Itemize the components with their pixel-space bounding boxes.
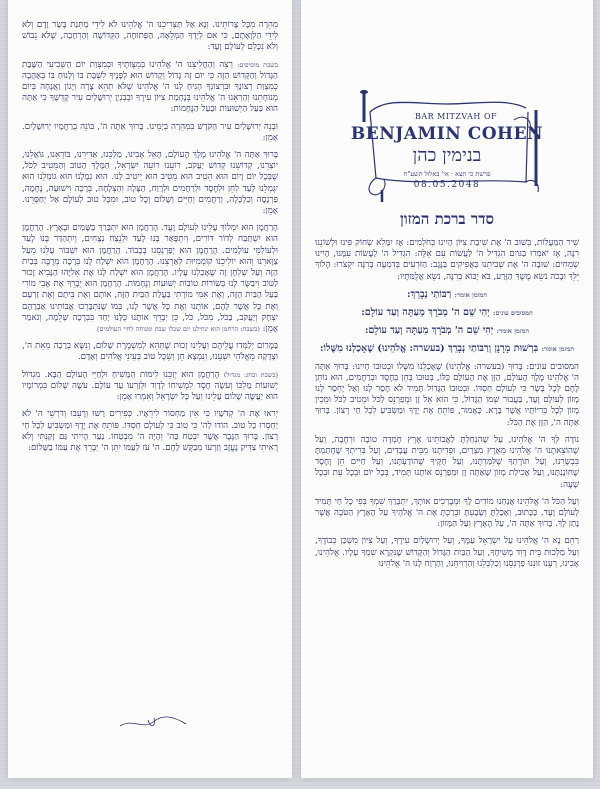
zimun-line bbox=[315, 289, 579, 301]
zimun-text: יְהִי שֵׁם ה' מְבֹרָךְ מֵעַתָּה וְעַד עוֹלָם: bbox=[361, 307, 490, 319]
note: (בשבת ובחג: מגדול) bbox=[223, 370, 279, 379]
paragraph-text: הָרַחֲמָן הוּא יִמְלוֹךְ עָלֵינוּ לְעוֹלָם וָעֶד. הָרַחֲמָן הוּא יִתְבָּרַךְ בַּשָּׁמַיִם וּבָאָרֶץ. הָרַחֲמָן הוּא יִשְׁתַּבַּח לְדוֹר דּוֹרִים, וְיִתְפָּאַר בָּנוּ לָעַד וּלְנֵצַח נְצָחִים, וְיִתְהַדַּר בָּנוּ לָעַד וּלְעוֹלְמֵי עוֹלָמִים. הָרַחֲמָן הוּא יְפַרְנְסֵנוּ בְּכָבוֹד. הָרַחֲמָן הוּא יִשְׁבּוֹר עֻלֵּנוּ מֵעַל צַוָּארֵנוּ וְהוּא יוֹלִיכֵנוּ קוֹמְמִיּוּת לְאַרְצֵנוּ. הָרַחֲמָן הוּא יִשְׁלַח לָנוּ בְּרָכָה מְרֻבָּה בְּבַיִת הַזֶּה וְעַל שֻׁלְחָן זֶה שֶׁאָכַלְנוּ עָלָיו. הָרַחֲמָן הוּא יִשְׁלַח לָנוּ אֶת אֵלִיָּהוּ הַנָּבִיא זָכוּר לַטּוֹב וִיבַשֶּׂר לָנוּ בְּשׂוֹרוֹת טוֹבוֹת יְשׁוּעוֹת וְנֶחָמוֹת. הָרַחֲמָן הוּא יְבָרֵךְ אֶת אָבִי מוֹרִי בַּעַל הַבַּיִת הַזֶּה, וְאֶת אִמִּי מוֹרָתִי בַּעֲלַת הַבַּיִת הַזֶּה, אוֹתָם וְאֶת בֵּיתָם וְאֶת זַרְעָם וְאֶת כָּל אֲשֶׁר לָהֶם, אוֹתָנוּ וְאֶת כָּל אֲשֶׁר לָנוּ, כְּמוֹ שֶׁנִּתְבָּרְכוּ אֲבוֹתֵינוּ אַבְרָהָם יִצְחָק וְיַעֲקֹב, בַּכֹּל, מִכֹּל, כֹּל, כֵּן יְבָרֵךְ אוֹתָנוּ כֻּלָּנוּ יַחַד בִּבְרָכָה שְׁלֵמָה, וְנֹאמַר אָמֵן: bbox=[22, 223, 278, 335]
paragraph: וְעַל הַכֹּל ה' אֱלֹהֵינוּ אֲנַחְנוּ מוֹדִים לָךְ וּמְבָרְכִים אוֹתָךְ, יִתְבָּרַךְ שִׁמְךָ בְּפִי כָל חַי תָּמִיד לְעוֹלָם וָעֶד. כַּכָּתוּב, וְאָכַלְתָּ וְשָׂבָעְתָּ וּבֵרַכְתָּ אֶת ה' אֱלֹהֶיךָ עַל הָאָרֶץ הַטֹּבָה אֲשֶׁר נָתַן לָךְ. בָּרוּךְ אַתָּה ה', עַל הָאָרֶץ וְעַל הַמָּזוֹן: bbox=[315, 496, 579, 530]
zimun-label: המזמן אומר: bbox=[541, 345, 574, 354]
subtitle: BAR MITZVAH OF bbox=[414, 112, 498, 121]
paragraph bbox=[22, 370, 278, 404]
paragraph: שִׁיר הַמַּעֲלוֹת, בְּשׁוּב ה' אֶת שִׁיבַת צִיּוֹן הָיִינוּ כְּחֹלְמִים: אָז יִמָּלֵא שְׂחוֹק פִּינוּ וּלְשׁוֹנֵנוּ רִנָּה, אָז יֹאמְרוּ בַגּוֹיִם הִגְדִּיל ה' לַעֲשׂוֹת עִם אֵלֶּה: הִגְדִּיל ה' לַעֲשׂוֹת עִמָּנוּ, הָיִינוּ שְׂמֵחִים: שׁוּבָה ה' אֶת שְׁבִיתֵנוּ כַּאֲפִיקִים בַּנֶּגֶב: הַזֹּרְעִים בְּדִמְעָה בְּרִנָּה יִקְצֹרוּ: הָלוֹךְ יֵלֵךְ וּבָכֹה נֹשֵׂא מֶשֶׁךְ הַזָּרַע, בֹּא יָבוֹא בְרִנָּה, נֹשֵׂא אֲלֻמֹּתָיו: bbox=[315, 238, 579, 282]
zimun-label: המזמן אומר: bbox=[496, 327, 530, 336]
left-card-text bbox=[22, 20, 278, 460]
paragraph: מִהֵרָה מִכָּל צָרוֹתֵינוּ. וְנָא אַל תַּצְרִיכֵנוּ ה' אֱלֹהֵינוּ לֹא לִידֵי מַתְּנַת בָּשָׂר וָדָם וְלֹא לִידֵי הַלְוָאָתָם, כִּי אִם לְיָדְךָ הַמְּלֵאָה, הַפְּתוּחָה, הַקְּדוֹשָׁה וְהָרְחָבָה, שֶׁלֹּא נֵבוֹשׁ וְלֹא נִכָּלֵם לְעוֹלָם וָעֶד: bbox=[22, 20, 278, 53]
paragraph bbox=[22, 60, 278, 116]
paragraph: נוֹדֶה לְּךָ ה' אֱלֹהֵינוּ, עַל שֶׁהִנְחַלְתָּ לַאֲבוֹתֵינוּ אֶרֶץ חֶמְדָּה טוֹבָה וּרְחָבָה, וְעַל שֶׁהוֹצֵאתָנוּ ה' אֱלֹהֵינוּ מֵאֶרֶץ מִצְרַיִם, וּפְדִיתָנוּ מִבֵּית עֲבָדִים, וְעַל בְּרִיתְךָ שֶׁחָתַמְתָּ בִּבְשָׂרֵנוּ, וְעַל תּוֹרָתְךָ שֶׁלִּמַּדְתָּנוּ, וְעַל חֻקֶּיךָ שֶׁהוֹדַעְתָּנוּ, וְעַל חַיִּים חֵן וָחֶסֶד שֶׁחוֹנַנְתָּנוּ, וְעַל אֲכִילַת מָזוֹן שָׁאַתָּה זָן וּמְפַרְנֵס אוֹתָנוּ תָּמִיד, בְּכָל יוֹם וּבְכָל עֵת וּבְכָל שָׁעָה: bbox=[315, 434, 579, 490]
note: (בשבת: הרחמן הוא ינחילנו יום שכלו שבת ומנוחה לחיי העולמים) bbox=[96, 325, 260, 334]
zimun-label: המזמן אומר: bbox=[454, 290, 488, 299]
zimun-label: המסובים עונים: bbox=[493, 309, 533, 318]
paragraph: רַחֵם נָא ה' אֱלֹהֵינוּ עַל יִשְׂרָאֵל עַמֶּךָ, וְעַל יְרוּשָׁלַיִם עִירֶךָ, וְעַל צִיּוֹן מִשְׁכַּן כְּבוֹדֶךָ, וְעַל מַלְכוּת בֵּית דָּוִד מְשִׁיחֶךָ, וְעַל הַבַּיִת הַגָּדוֹל וְהַקָּדוֹשׁ שֶׁנִּקְרָא שִׁמְךָ עָלָיו. אֱלֹהֵינוּ, אָבִינוּ, רְעֵנוּ זוּנֵנוּ פַרְנְסֵנוּ וְכַלְכְּלֵנוּ וְהַרְוִיחֵנוּ, וְהַרְוַח לָנוּ ה' אֱלֹהֵינוּ bbox=[315, 536, 579, 569]
right-card bbox=[301, 0, 593, 778]
zimun-text: בִּרְשׁוּת מָרָנָן וְרַבּוֹתַי נְבָרֵךְ (בעשרה: אֱלֹהֵינוּ) שֶׁאָכַלְנוּ מִשֶּׁלוֹ: bbox=[320, 343, 539, 355]
zimun-text: יְהִי שֵׁם ה' מְבֹרָךְ מֵעַתָּה וְעַד עוֹלָם: bbox=[364, 325, 494, 337]
paragraph: וּבְנֵה יְרוּשָׁלַיִם עִיר הַקֹּדֶשׁ בִּמְהֵרָה בְיָמֵינוּ. בָּרוּךְ אַתָּה ה', בּוֹנֵה בְרַחֲמָיו יְרוּשָׁלָיִם. אָמֵן: bbox=[22, 121, 278, 143]
zimun-line bbox=[315, 325, 579, 337]
zimun-line bbox=[315, 343, 579, 355]
paragraph-text: רְצֵה וְהַחֲלִיצֵנוּ ה' אֱלֹהֵינוּ בְּמִצְוֹתֶיךָ וּבְמִצְוַת יוֹם הַשְּׁבִיעִי הַשַּׁבָּת הַגָּדוֹל וְהַקָּדוֹשׁ הַזֶּה כִּי יוֹם זֶה גָּדוֹל וְקָדוֹשׁ הוּא לְפָנֶיךָ לִשְׁבָּת בּוֹ וְלָנוּחַ בּוֹ בְּאַהֲבָה כְּמִצְוַת רְצוֹנֶךָ וּבִרְצוֹנְךָ הָנִיחַ לָנוּ ה' אֱלֹהֵינוּ שֶׁלֹּא תְהֵא צָרָה וְיָגוֹן וַאֲנָחָה בְּיוֹם מְנוּחָתֵנוּ וְהַרְאֵנוּ ה' אֱלֹהֵינוּ בְּנֶחָמַת צִיּוֹן עִירֶךָ וּבְבִנְיַן יְרוּשָׁלַיִם עִיר קָדְשֶׁךָ כִּי אַתָּה הוּא בַּעַל הַיְשׁוּעוֹת וּבַעַל הַנֶּחָמוֹת: bbox=[22, 59, 278, 115]
event-date: 08.05.2048 bbox=[413, 180, 481, 190]
name-hebrew: בנימין כהן bbox=[412, 145, 482, 166]
parasha-line: פרשת כי תצא · אי' באלול תשע"ח bbox=[403, 170, 491, 178]
name-english: BENJAMIN COHEN bbox=[350, 124, 544, 144]
zimun-text: רַבּוֹתַי נְבָרֵךְ: bbox=[406, 288, 452, 300]
zimun-line bbox=[315, 307, 579, 319]
right-card-text bbox=[315, 238, 579, 576]
paragraph bbox=[22, 223, 278, 335]
paragraph-text: הָרַחֲמָן הוּא יְזַכֵּנוּ לִימוֹת הַמָּשִׁיחַ וּלְחַיֵּי הָעוֹלָם הַבָּא. מִגְדּוֹל יְשׁוּעוֹת מַלְכּוֹ וְעֹשֶׂה חֶסֶד לִמְשִׁיחוֹ לְדָוִד וּלְזַרְעוֹ עַד עוֹלָם. עֹשֶׂה שָׁלוֹם בִּמְרוֹמָיו הוּא יַעֲשֶׂה שָׁלוֹם עָלֵינוּ וְעַל כָּל יִשְׂרָאֵל וְאִמְרוּ אָמֵן: bbox=[22, 369, 278, 403]
note: בשבת מוסיפים: bbox=[237, 60, 279, 69]
page-title: סדר ברכת המזון bbox=[400, 210, 494, 228]
left-card bbox=[8, 0, 292, 778]
paragraph: יְראוּ אֶת ה' קְדֹשָׁיו כִּי אֵין מַחְסוֹר לִירֵאָיו. כְּפִירִים רָשׁוּ וְרָעֵבוּ וְדֹרְשֵׁי ה' לֹא יַחְסְרוּ כָל טוֹב. הוֹדוּ לַה' כִּי טוֹב כִּי לְעוֹלָם חַסְדּוֹ. פּוֹתֵחַ אֶת יָדֶךָ וּמַשְׂבִּיעַ לְכָל חַי רָצוֹן. בָּרוּךְ הַגֶּבֶר אֲשֶׁר יִבְטַח בַּה' וְהָיָה ה' מִבְטַחוֹ. נַעַר הָיִיתִי גַּם זָקַנְתִּי וְלֹא רָאִיתִי צַדִּיק נֶעֱזָב וְזַרְעוֹ מְבַקֶּשׁ לָחֶם. ה' עֹז לְעַמּוֹ יִתֵּן ה' יְבָרֵךְ אֶת עַמּוֹ בַשָּׁלוֹם: bbox=[22, 409, 278, 453]
paragraph: בַּמָּרוֹם יְלַמְּדוּ עֲלֵיהֶם וְעָלֵינוּ זְכוּת שֶׁתְּהֵא לְמִשְׁמֶרֶת שָׁלוֹם, וְנִשָּׂא בְרָכָה מֵאֵת ה', וּצְדָקָה מֵאֱלֹהֵי יִשְׁעֵנוּ, וְנִמְצָא חֵן וְשֵׂכֶל טוֹב בְּעֵינֵי אֱלֹהִים וְאָדָם. bbox=[22, 341, 278, 363]
signature-flourish bbox=[118, 712, 188, 732]
paragraph: המסובים עונים: בָּרוּךְ (בעשרה: אֱלֹהֵינוּ) שֶׁאָכַלְנוּ מִשֶּׁלוֹ וּבְטוּבוֹ חָיִינוּ: בָּרוּךְ אַתָּה ה' אֱלֹהֵינוּ מֶלֶךְ הָעוֹלָם, הַזָּן אֶת הָעוֹלָם כֻּלּוֹ, בְּטוּבוֹ בְּחֵן בְּחֶסֶד וּבְרַחֲמִים, הוּא נוֹתֵן לֶחֶם לְכָל בָּשָׂר כִּי לְעוֹלָם חַסְדּוֹ. וּבְטוּבוֹ הַגָּדוֹל תָּמִיד לֹא חָסַר לָנוּ וְאַל יֶחְסַר לָנוּ מָזוֹן לְעוֹלָם וָעֶד, בַּעֲבוּר שְׁמוֹ הַגָּדוֹל, כִּי הוּא אֵל זָן וּמְפַרְנֵס לַכֹּל וּמֵטִיב לַכֹּל וּמֵכִין מָזוֹן לְכָל בְּרִיּוֹתָיו אֲשֶׁר בָּרָא. כָּאָמוּר, פּוֹתֵחַ אֶת יָדֶךָ וּמַשְׂבִּיעַ לְכָל חַי רָצוֹן. בָּרוּךְ אַתָּה ה', הַזָּן אֶת הַכֹּל: bbox=[315, 361, 579, 428]
paragraph: בָּרוּךְ אַתָּה ה' אֱלֹהֵינוּ מֶלֶךְ הָעוֹלָם, הָאֵל אָבִינוּ, מַלְכֵּנוּ, אַדִּירֵנוּ, בּוֹרְאֵנוּ, גּוֹאֲלֵנוּ, יוֹצְרֵנוּ, קְדוֹשֵׁנוּ קְדוֹשׁ יַעֲקֹב, רוֹעֵנוּ רוֹעֵה יִשְׂרָאֵל, הַמֶּלֶךְ הַטּוֹב וְהַמֵּטִיב לַכֹּל, שֶׁבְּכָל יוֹם וָיוֹם הוּא הֵטִיב הוּא מֵטִיב הוּא יֵיטִיב לָנוּ. הוּא גְמָלָנוּ הוּא גוֹמְלֵנוּ הוּא יִגְמְלֵנוּ לָעַד לְחֵן וּלְחֶסֶד וּלְרַחֲמִים וּלְרֶוַח, הַצָּלָה וְהַצְלָחָה, בְּרָכָה וִישׁוּעָה, נֶחָמָה, פַּרְנָסָה וְכַלְכָּלָה, וְרַחֲמִים וְחַיִּים וְשָׁלוֹם וְכָל טוֹב, וּמִכָּל טוּב לְעוֹלָם אַל יְחַסְּרֵנוּ. אָמֵן: bbox=[22, 150, 278, 217]
